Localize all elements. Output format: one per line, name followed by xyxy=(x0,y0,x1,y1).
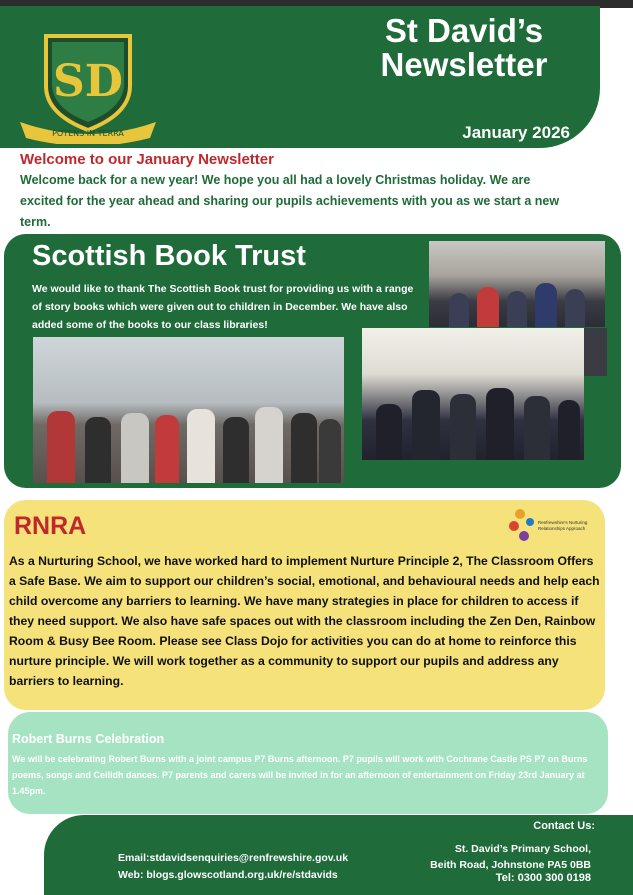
photo-edge xyxy=(584,328,607,376)
welcome-heading: Welcome to our January Newsletter xyxy=(20,151,274,168)
scottish-book-trust-text: We would like to thank The Scottish Book trust for providing us with a range of story books which were given out to children in December. We have also added some of the books to our class libraries! xyxy=(32,283,414,331)
photo-pupils-with-books-3 xyxy=(362,328,584,460)
school-address: Beith Road, Johnstone PA5 0BB xyxy=(430,859,591,871)
newsletter-title xyxy=(364,14,564,82)
school-crest-logo xyxy=(18,26,158,144)
contact-email[interactable]: Email:stdavidsenquiries@renfrewshire.gov.uk xyxy=(118,852,349,864)
title-line-2: Newsletter xyxy=(380,46,548,83)
burns-heading: Robert Burns Celebration xyxy=(12,732,165,746)
svg-text:POTENS IN TERRA: POTENS IN TERRA xyxy=(52,129,124,138)
contact-heading: Contact Us: xyxy=(533,820,595,832)
burns-text: We will be celebrating Robert Burns with a joint campus P7 Burns afternoon. P7 pupils will work with Cochrane Castle PS P7 on Burns poems, songs and Ceilidh dances. P7 parents and carers will be invited in for an afternoon of entertainment on Friday 23rd January at 1.45pm. xyxy=(12,754,588,796)
photo-pupils-with-books-1 xyxy=(429,241,605,327)
contact-website[interactable]: Web: blogs.glowscotland.org.uk/re/stdavids xyxy=(118,869,338,881)
svg-text:SD: SD xyxy=(53,56,123,107)
welcome-text: Welcome back for a new year! We hope you all had a lovely Christmas holiday. We are excited for the year ahead and sharing our pupils achievements with you as we start a new term. xyxy=(20,173,560,229)
header-banner xyxy=(0,6,600,148)
rnra-logo-label: Renfrewshire's Nurturing Relationships Approach xyxy=(538,520,588,531)
school-name: St. David’s Primary School, xyxy=(454,843,591,855)
contact-telephone[interactable]: Tel: 0300 300 0198 xyxy=(495,872,591,884)
scottish-book-trust-heading: Scottish Book Trust xyxy=(32,240,306,272)
newsletter-date: January 2026 xyxy=(462,123,570,142)
rnra-heading: RNRA xyxy=(14,512,87,540)
photo-pupils-with-books-2 xyxy=(33,337,344,483)
contact-address xyxy=(430,841,591,873)
title-line-1: St David’s xyxy=(384,12,544,49)
rnra-text: As a Nurturing School, we have worked hard to implement Nurture Principle 2, The Classroom Offers a Safe Base. We aim to support our children’s social, emotional, and behavioural needs and help each child overcome any barriers to learning. We have many strategies in place for children to access if they need support. We also have safe spaces out with the classroom including the Zen Den, Rainbow Room & Busy Bee Room. Please see Class Dojo for activities you can do at home to reinforce this nurture principle. We will work together as a community to support our pupils and address any barriers to learning. xyxy=(9,554,600,688)
